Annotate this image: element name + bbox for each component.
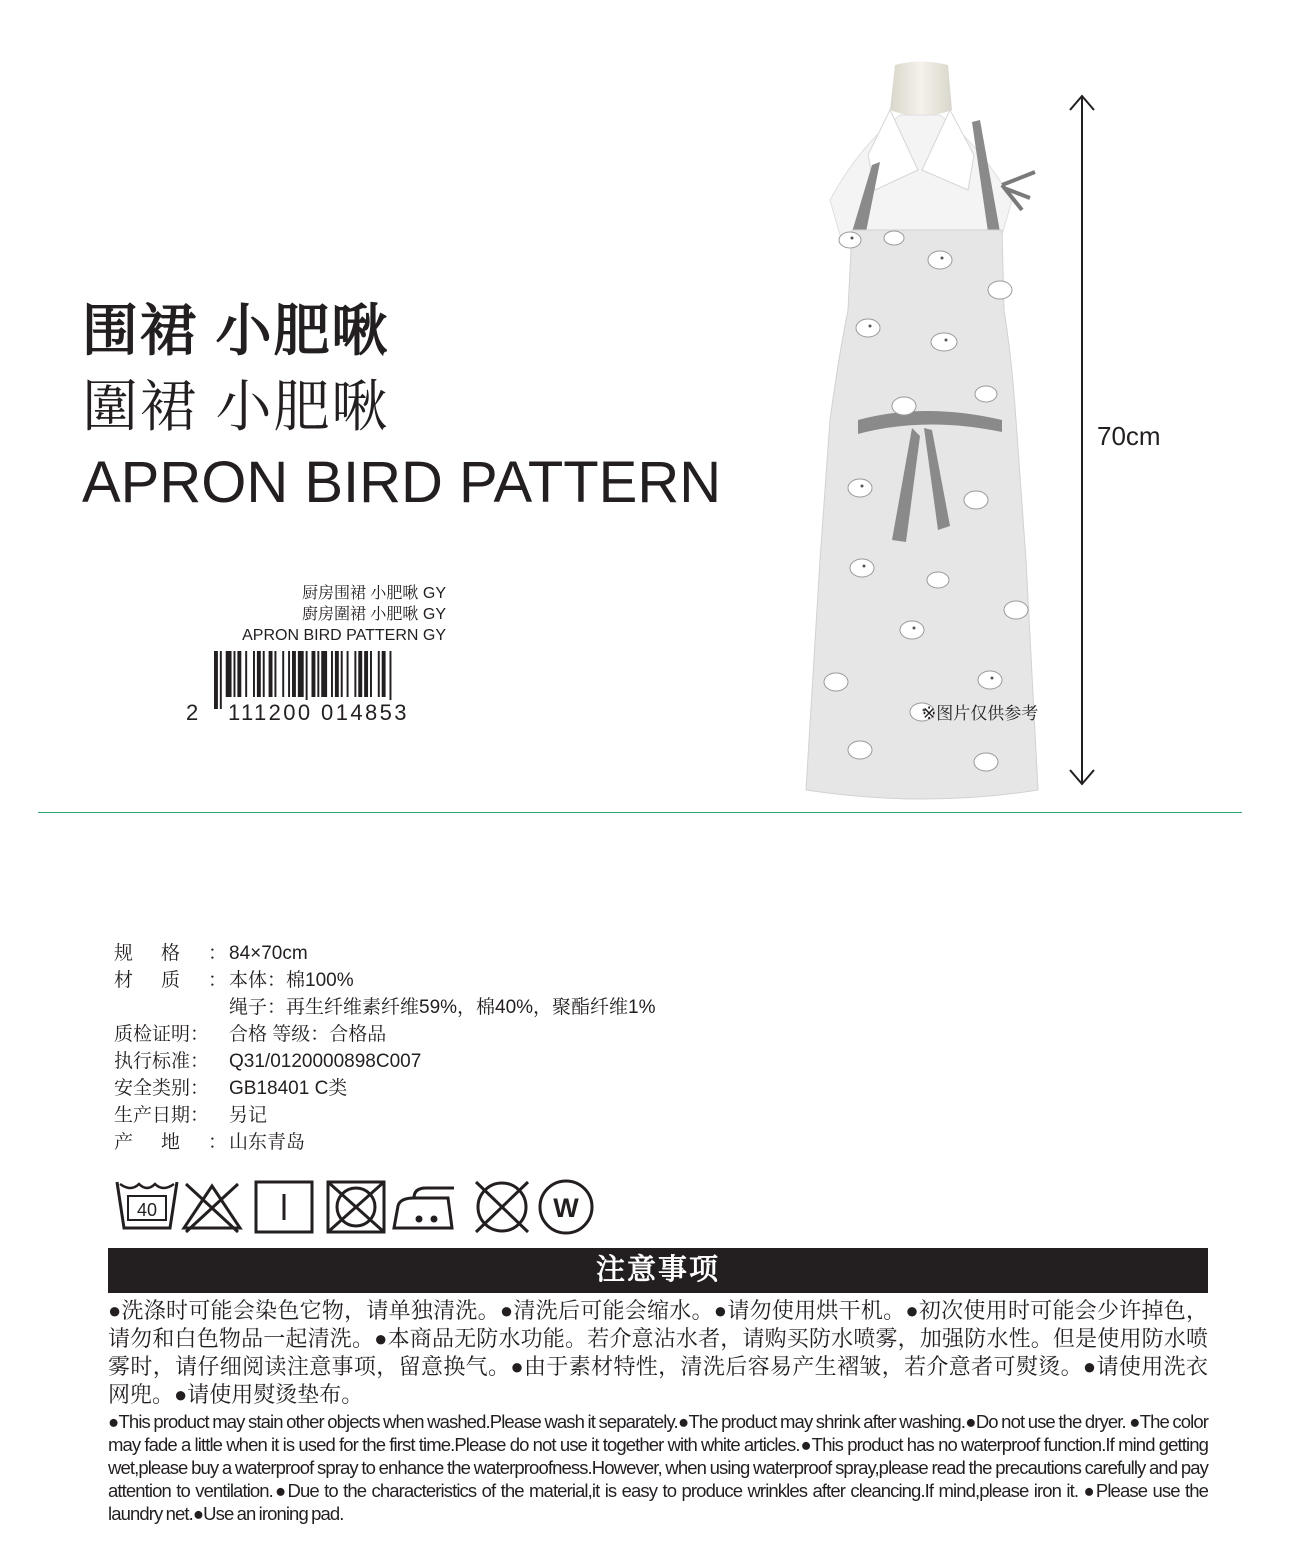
iron-low-icon xyxy=(394,1188,454,1228)
barcode-label-tw: 廚房圍裙 小肥啾 GY xyxy=(301,606,446,623)
barcode-bar xyxy=(257,651,261,697)
barcode-bar xyxy=(354,651,356,697)
spec-key-part: 质检证明 xyxy=(114,1024,191,1045)
barcode-bar xyxy=(358,651,362,697)
section-divider xyxy=(38,812,1242,813)
spec-table xyxy=(114,940,656,1156)
spec-value: 绳子：再生纤维素纤维59%，棉40%，聚酯纤维1% xyxy=(229,997,656,1018)
spec-key-part: 质 xyxy=(160,970,180,991)
spec-key-part: 材 xyxy=(114,970,134,991)
barcode-label-en: APRON BIRD PATTERN GY xyxy=(242,627,446,644)
barcode-bar xyxy=(370,651,372,697)
notice-heading: 注意事项 xyxy=(108,1248,1208,1293)
spec-key: 规 格 ： xyxy=(114,940,227,967)
apron-product-image xyxy=(790,60,1050,805)
line-dry-icon xyxy=(256,1182,312,1232)
notice-text-cn: ●洗涤时可能会染色它物，请单独清洗。●清洗后可能会缩水。●请勿使用烘干机。●初次使用时可能会少许掉色，请勿和白色物品一起清洗。●本商品无防水功能。若介意沾水者，请购买防水喷雾，加强防水性。但是使用防水喷雾时，请仔细阅读注意事项，留意换气。●由于素材特性，清洗后容易产生褶皱，若介意者可熨烫。●请使用洗衣网兜。●请使用熨烫垫布。 xyxy=(108,1298,1208,1407)
barcode-bar xyxy=(253,651,255,697)
spec-key: 执行标准 ： xyxy=(114,1048,227,1075)
barcode-bar xyxy=(364,651,368,697)
spec-key: 质检证明 ： xyxy=(114,1021,227,1048)
barcode-label-cn: 厨房围裙 小肥啾 GY xyxy=(301,585,446,602)
spec-key-part: 生产日期 xyxy=(114,1105,191,1126)
spec-key-part: 安全类别 xyxy=(114,1078,191,1099)
care-icons xyxy=(114,1176,604,1236)
spec-value: Q31/0120000898C007 xyxy=(229,1051,422,1072)
spec-key: 产 地 ： xyxy=(114,1129,227,1156)
wet-clean-letter: W xyxy=(553,1193,579,1223)
wet-clean-icon xyxy=(540,1181,592,1233)
spec-row xyxy=(114,1129,656,1156)
barcode-bar xyxy=(282,651,284,697)
spec-value: 84×70cm xyxy=(229,943,308,964)
barcode-bar xyxy=(312,651,316,697)
spec-key-part: 规 xyxy=(114,943,134,964)
barcode-bar xyxy=(321,651,327,697)
wash-40-icon xyxy=(117,1182,177,1228)
spec-value: 另记 xyxy=(229,1105,268,1126)
barcode-bar xyxy=(214,651,218,709)
barcode-bar xyxy=(245,651,247,697)
spec-row xyxy=(114,1075,656,1102)
title-chinese-traditional: 圍裙 小肥啾 xyxy=(82,375,390,438)
spec-key xyxy=(114,994,227,1021)
spec-row xyxy=(114,994,656,1021)
barcode-bar xyxy=(317,651,319,697)
spec-key: 安全类别 ： xyxy=(114,1075,227,1102)
barcode-bar xyxy=(298,651,304,697)
barcode-bar xyxy=(331,651,333,697)
no-dry-clean-icon xyxy=(476,1182,528,1232)
barcode-bar xyxy=(335,651,339,697)
title-english: APRON BIRD PATTERN xyxy=(82,450,722,515)
spec-key: 材 质 ： xyxy=(114,967,227,994)
spec-row xyxy=(114,1021,656,1048)
barcode-bar xyxy=(226,651,232,697)
spec-row xyxy=(114,1102,656,1129)
barcode-first-digit: 2 xyxy=(186,700,200,725)
spec-value: 本体：棉100% xyxy=(229,970,354,991)
barcode-bar xyxy=(347,651,349,697)
title-chinese-simplified: 围裙 小肥啾 xyxy=(82,299,390,362)
wash-temp-label: 40 xyxy=(136,1200,158,1220)
spec-key-part: 地 xyxy=(160,1132,180,1153)
barcode-bar xyxy=(341,651,343,697)
notice-text-en: ●This product may stain other objects when washed.Please wash it separately.●The product may shrink after washing.●Do not use the dryer. ●The color may fade a little when it is used for the first time.Please do not use it together with white articles.●This product has no waterproof function.If mind getting wet,please buy a waterproof spray to enhance the waterproofness.However, when using waterproof spray,please read the precautions carefully and pay attention to ventilation.●Due to the characteristics of the material,it is easy to produce wrinkles after cleancing.If mind,please iron it. ●Please use the laundry net.●Use an ironing pad. xyxy=(108,1411,1208,1524)
barcode-bar xyxy=(269,651,273,697)
spec-key-part: 格 xyxy=(160,943,180,964)
spec-row xyxy=(114,940,656,967)
spec-key-part: 执行标准 xyxy=(114,1051,191,1072)
barcode-bar xyxy=(263,651,265,697)
barcode-bar xyxy=(274,651,276,697)
spec-key-part: 产 xyxy=(114,1132,134,1153)
spec-row xyxy=(114,1048,656,1075)
barcode-bar xyxy=(292,651,296,697)
barcode-bar xyxy=(234,651,236,697)
no-tumble-dry-icon xyxy=(328,1182,384,1232)
spec-value: 合格 等级：合格品 xyxy=(229,1024,387,1045)
barcode-digits: 111200 014853 xyxy=(228,700,409,725)
barcode-bar xyxy=(378,651,380,697)
barcode-bar xyxy=(288,651,290,697)
barcode-bar xyxy=(382,651,386,697)
spec-value: GB18401 C类 xyxy=(229,1078,348,1099)
dimension-label: 70cm xyxy=(1097,421,1161,451)
spec-row xyxy=(114,967,656,994)
image-reference-note: ※图片仅供参考 xyxy=(922,704,1039,723)
barcode-bar xyxy=(220,651,222,709)
no-bleach-icon xyxy=(184,1184,240,1232)
spec-value: 山东青岛 xyxy=(229,1132,306,1153)
barcode-bar xyxy=(237,651,241,697)
spec-key: 生产日期 ： xyxy=(114,1102,227,1129)
dimension-arrow xyxy=(1062,90,1102,790)
